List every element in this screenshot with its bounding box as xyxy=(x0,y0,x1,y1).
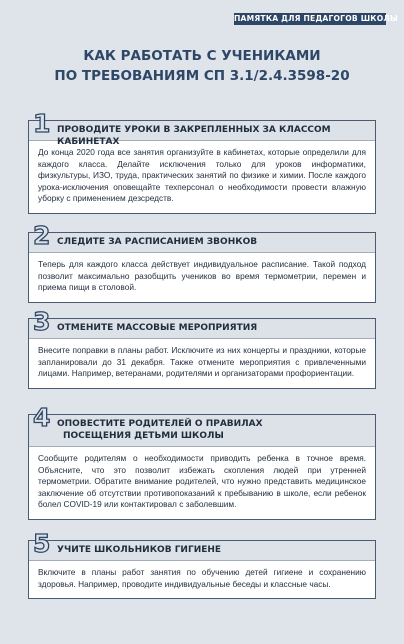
page-title-line-1: КАК РАБОТАТЬ С УЧЕНИКАМИ xyxy=(83,48,321,64)
section-title-1: ПРОВОДИТЕ УРОКИ В ЗАКРЕПЛЕННЫХ ЗА КЛАССОМ КАБИНЕТАХ xyxy=(57,125,331,147)
section-title-4 xyxy=(57,418,263,442)
section-card-5 xyxy=(28,529,376,599)
section-title-4-line-2: ПОСЕЩЕНИЯ ДЕТЬМИ ШКОЛЫ xyxy=(63,431,224,441)
section-title-3: ОТМЕНИТЕ МАССОВЫЕ МЕРОПРИЯТИЯ xyxy=(57,323,258,333)
page-title-line-2: ПО ТРЕБОВАНИЯМ СП 3.1/2.4.3598-20 xyxy=(54,68,350,84)
section-header-1 xyxy=(29,109,375,147)
section-card-2 xyxy=(28,221,376,303)
section-number-3: 3 xyxy=(33,307,51,336)
section-text-2: Теперь для каждого класса действует индивидуальное расписание. Такой подход позволит максимально разобщить учеников во время термометрии, перемен и приема пищи в столовой. xyxy=(38,259,366,293)
section-card-4 xyxy=(28,403,376,520)
section-card-1 xyxy=(28,109,376,214)
section-text-4: Сообщите родителям о необходимости приводить ребенка в точное время. Объясните, что это позволит избежать скопления людей при утренней термометрии. Обратите внимание родителей, что нужно представить медицинское заключение об отсутствии противопоказаний к пребыванию в школе, если ребенок болел COVID-19 или контактировал с заболевшим. xyxy=(38,453,366,510)
section-header-2 xyxy=(29,221,375,253)
section-header-5 xyxy=(29,529,375,561)
section-title-2: СЛЕДИТЕ ЗА РАСПИСАНИЕМ ЗВОНКОВ xyxy=(57,237,258,247)
section-title-4-line-1: ОПОВЕСТИТЕ РОДИТЕЛЕЙ О ПРАВИЛАХ xyxy=(57,419,263,429)
section-number-5: 5 xyxy=(33,529,51,558)
document-tag: ПАМЯТКА ДЛЯ ПЕДАГОГОВ ШКОЛЫ xyxy=(234,14,398,23)
section-number-1: 1 xyxy=(33,109,51,138)
page-title xyxy=(0,46,404,86)
section-title-5: УЧИТЕ ШКОЛЬНИКОВ ГИГИЕНЕ xyxy=(57,545,222,555)
section-text-3: Внесите поправки в планы работ. Исключите из них концерты и праздники, которые запланировали до 31 декабря. Также отмените мероприятия с привлеченными лицами. Например, ветеранами, родителями и организаторами профориентации. xyxy=(38,345,366,379)
section-number-4: 4 xyxy=(33,403,51,432)
section-text-1: До конца 2020 года все занятия организуйте в кабинетах, которые определили для каждого класса. Делайте исключения только для уроков информатики, физкультуры, ИЗО, труда, практических занятий по физике и химии. После каждого урока-исключения оповещайте техперсонал о необходимости провести влажную уборку с применением дезсредств. xyxy=(38,147,366,204)
section-number-2: 2 xyxy=(33,221,51,250)
section-text-5: Включите в планы работ занятия по обучению детей гигиене и сохранению здоровья. Например, проводите индивидуальные беседы и классные часы. xyxy=(38,567,366,589)
section-header-4 xyxy=(29,403,375,447)
section-card-3 xyxy=(28,307,376,389)
section-header-3 xyxy=(29,307,375,339)
